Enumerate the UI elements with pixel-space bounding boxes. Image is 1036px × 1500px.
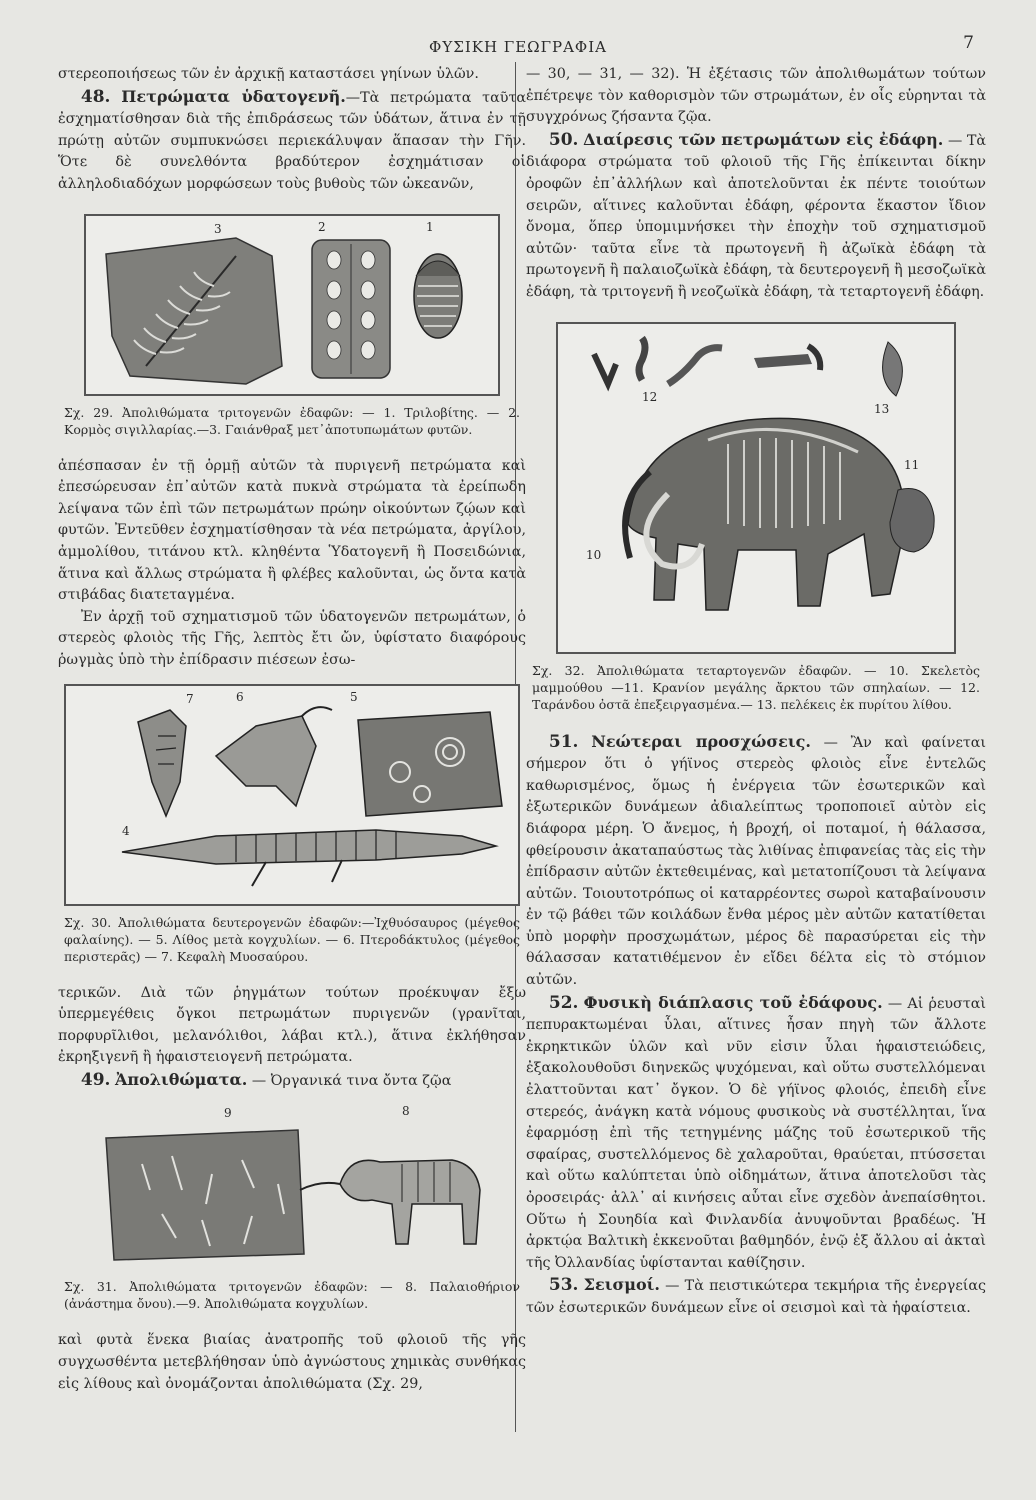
section-49 <box>58 1069 526 1093</box>
section-text: — Τὰ διάφορα στρώματα τοῦ φλοιοῦ τῆς Γῆς ἐπίκεινται δίκην ὀροφῶν ἐπ᾽ἀλλήλων καὶ ἀποτελοῦνται ἐκ πέντε τοιούτων σειρῶν, αἵτινες καλοῦνται ἐδάφη, φέροντα ἕκαστον ἴδιον ὄνομα, ὅπερ ὑπομιμνήσκει τὴν ἐποχὴν τοῦ σχηματισμοῦ αὐτῶν· ταῦτα εἶνε τὰ πρωτογενῆ ἢ ἀζωϊκὰ ἐδάφη τὰ πρωτογενῆ ἢ παλαιοζωϊκὰ ἐδάφη, τὰ δευτερογενῆ ἢ μεσοζωϊκὰ ἐδάφη, τὰ τριτογενῆ ἢ νεοζωϊκὰ ἐδάφη, τὰ τεταρτογενῆ ἐδάφη. <box>526 132 987 300</box>
section-48 <box>58 86 526 196</box>
running-title: ΦΥΣΙΚΗ ΓΕΩΓΡΑΦΙΑ <box>429 38 607 56</box>
section-number: 50. <box>548 129 579 150</box>
section-number: 52. <box>548 992 579 1013</box>
figure-label: 4 <box>122 823 130 838</box>
figure-label: 9 <box>224 1106 232 1121</box>
figure-31-caption: Σχ. 31. Ἀπολιθώματα τριτογενῶν ἐδαφῶν: — 8. Παλαιοθήριον (ἀνάστημα ὄνου).—9. Ἀπολιθώματα κογχυλίων. <box>64 1279 520 1312</box>
figure-29-caption: Σχ. 29. Ἀπολιθώματα τριτογενῶν ἐδαφῶν: — 1. Τριλοβίτης. — 2. Κορμὸς σιγιλλαρίας.—3. Γαιάνθραξ μετ᾽ἀποτυπωμάτων φυτῶν. <box>64 404 520 437</box>
section-number: 51. <box>548 731 579 752</box>
paragraph: ἀπέσπασαν ἐν τῇ ὁρμῇ αὐτῶν τὰ πυριγενῆ πετρώματα καὶ ἐπεσώρευσαν ἐπ᾽αὐτῶν κατὰ πυκνὰ στρώματα τὰ ἐρείπωδη λείψανα τῶν ἐπὶ τῶν πετρωμάτων πρώην οἰκούντων ζῴων καὶ φυτῶν. Ἐντεῦθεν ἐσχηματίσθησαν τὰ νέα πετρώματα, ἀργίλου, ἀμμολίθου, τιτάνου κτλ. κληθέντα Ὑδατογενῆ ἢ Ποσειδώνια, ἅτινα καὶ ἄλλως στρώματα ἢ φλέβες καλοῦνται, ὡς ὄντα κατὰ στιβάδας διατεταγμένα. <box>58 457 526 604</box>
figure-label: 11 <box>904 457 920 472</box>
figure-label: 10 <box>586 547 602 562</box>
figure-label: 7 <box>186 691 194 706</box>
section-53 <box>526 1274 986 1319</box>
section-text: — Ὀργανικά τινα ὄντα ζῷα <box>251 1072 452 1089</box>
section-text: — Αἱ ῥευσταὶ πεπυρακτωμέναι ὗλαι, αἵτινες ἦσαν πηγὴ τῶν ἄλλοτε ἐκρηκτικῶν ὑλῶν καὶ νῦν εἰσιν ὗλαι ἡφαιστειώδεις, ἐξακολουθοῦσι διηνεκῶς ψυχόμεναι, καὶ οὕτω συστελλόμεναι ἐλαττοῦνται κατ᾽ ὄγκον. Ὁ δὲ γήϊνος φλοιός, ἐπειδὴ εἶνε στερεός, ἀνάγκη κατὰ νόμους φυσικοὺς νὰ συστέλληται, ἵνα ἐφαρμόσῃ ἐπὶ τῆς τετηγμένης μάζης τοῦ ἐσωτερικοῦ τῆς σφαίρας, συστελλόμενος δὲ χαλαροῦται, θραύεται, πτύσσεται καὶ οὕτω καλύπτεται ὑπὸ οἰδημάτων, ἅτινα ἀποτελοῦσι τὰς ὀροσειράς· ἀλλ᾽ αἱ κινήσεις αὗται εἶνε σχεδὸν ἀνεπαίσθητοι. Οὕτω ἡ Σουηδία καὶ Φινλανδία ἀνυψοῦνται βραδέως. Ἡ ἀρκτῴα Βαλτικὴ ἐκκενοῦται βαθμηδόν, ἐνῷ ἐξ ἄλλου αἱ ἀκταὶ τῆς Ὀλλανδίας ὑφίστανται καθίζησιν. <box>526 995 986 1271</box>
fossil-illustration-31 <box>72 1104 512 1270</box>
figure-label: 1 <box>426 219 434 234</box>
fossil-illustration-30 <box>66 686 518 904</box>
paragraph: — 30, — 31, — 32). Ἡ ἐξέτασις τῶν ἀπολιθωμάτων τούτων ἐπέτρεψε τὸν καθορισμὸν τῶν στρωμάτων, ἐν οἷς εὑρηνται τὰ συγχρόνως ζήσαντα ζῷα. <box>526 66 986 126</box>
section-title: Σεισμοί. <box>583 1275 660 1295</box>
figure-label: 6 <box>236 689 244 704</box>
section-title: Διαίρεσις τῶν πετρωμάτων εἰς ἐδάφη. <box>583 129 944 149</box>
section-title: Νεώτεραι προσχώσεις. <box>591 731 811 751</box>
page-number: 7 <box>963 33 974 53</box>
section-title: Φυσικὴ διάπλασις τοῦ ἐδάφους. <box>583 992 883 1012</box>
figure-label: 12 <box>642 389 658 404</box>
figure-30 <box>64 684 520 906</box>
figure-31 <box>72 1104 512 1270</box>
figure-label: 13 <box>874 401 890 416</box>
paragraph: στερεοποιήσεως τῶν ἐν ἀρχικῇ καταστάσει γηίνων ὑλῶν. <box>58 66 479 82</box>
paragraph: τερικῶν. Διὰ τῶν ῥηγμάτων τούτων προέκυψαν ἔξω ὑπερμεγέθεις ὄγκοι πετρωμάτων πυριγενῶν (γρανῖται, πορφυρῖλιθοι, μελανόλιθοι, λάβαι κτλ.), ἅτινα ἐκλήθησαν ἐκρηξιγενῆ ἢ ἡφαιστειογενῆ πετρώματα. <box>58 984 526 1066</box>
section-51 <box>526 731 986 992</box>
figure-30-caption: Σχ. 30. Ἀπολιθώματα δευτερογενῶν ἐδαφῶν:—Ἰχθυόσαυρος (μέγεθος φαλαίνης). — 5. Λίθος μετὰ κογχυλίων. — 6. Πτεροδάκτυλος (μέγεθος περιστερᾶς) — 7. Κεφαλὴ Μυοσαύρου. <box>64 914 520 964</box>
figure-label: 2 <box>318 219 326 234</box>
paragraph: καὶ φυτὰ ἕνεκα βιαίας ἀνατροπῆς τοῦ φλοιοῦ τῆς γῆς συγχωσθέντα μετεβλήθησαν ὑπὸ ἀγνώστους χημικὰς συνθήκας εἰς λίθους καὶ ὀνομάζονται ἀπολιθώματα (Σχ. 29, <box>58 1332 526 1392</box>
paragraph: Ἐν ἀρχῇ τοῦ σχηματισμοῦ τῶν ὑδατογενῶν πετρωμάτων, ὁ στερεὸς φλοιὸς τῆς Γῆς, λεπτὸς ἔτι ὤν, ὑφίστατο διαφόρους ῥωγμὰς ὑπὸ τὴν ἐπίδρασιν πιέσεων ἐσω- <box>58 608 526 668</box>
section-52 <box>526 992 986 1275</box>
fossil-illustration-29 <box>86 216 498 394</box>
fossil-illustration-32 <box>558 324 954 652</box>
section-50 <box>526 129 986 304</box>
section-text: — Ἂν καὶ φαίνεται σήμερον ὅτι ὁ γήϊνος στερεὸς φλοιὸς εἶνε ἐντελῶς καθωρισμένος, ὅμως ἡ ἐνέργεια τῶν ἐσωτερικῶν καὶ ἐξωτερικῶν δυνάμεων ἀδιαλείπτως τροποποιεῖ αὐτὸν εἰς διάφορα μέρη. Ὁ ἄνεμος, ἡ βροχή, οἱ ποταμοί, ἡ θάλασσα, φθείρουσιν ἀκαταπαύστως τὰς λιθίνας ἐπιφανείας τὰς εἰς τὴν ἐπίδρασιν αὐτῶν ἐκτεθειμένας, καὶ μετατοπίζουσι τὰ λείψανα αὐτῶν. Τοιουτοτρόπως οἱ καταρρέοντες σωροὶ καταβαίνουσιν ἐν τῷ βάθει τῶν κοιλάδων ἔνθα μέρος μὲν αὐτῶν κατατίθεται ὑπὸ μορφὴν προσχωμάτων, μέρος δὲ παρασύρεται εἰς τὴν θάλασσαν κατατιθέμενον ἐν εἴδει δέλτα εἰς τὸ στόμιον αὐτῶν. <box>526 734 987 989</box>
right-column <box>526 64 986 1320</box>
figure-32 <box>556 322 956 654</box>
section-number: 48. <box>80 86 111 107</box>
section-text: —Τὰ πετρώματα ταῦτα ἐσχηματίσθησαν διὰ τῆς ἐπιδράσεως τῶν ὑδάτων, ἅτινα ἐν τῇ πρώτῃ αὐτῶν συμπυκνώσει περιεκάλυψαν ἅπασαν τὴν Γῆν. Ὅτε δὲ συνελθόντα βραδύτερον ἐσχημάτισαν οἱ ἀλληλοδιαδόχων μορφώσεων τοὺς βυθοὺς τῶν ὠκεανῶν, <box>58 89 527 192</box>
figure-label: 8 <box>402 1104 410 1119</box>
left-column <box>58 64 526 1395</box>
section-text: — Τὰ πειστικώτερα τεκμήρια τῆς ἐνεργείας τῶν ἐσωτερικῶν δυνάμεων εἶνε οἱ σεισμοὶ καὶ τὰ ἡφαίστεια. <box>526 1278 987 1316</box>
figure-label: 3 <box>214 221 222 236</box>
figure-29 <box>84 214 500 396</box>
section-number: 53. <box>548 1275 579 1296</box>
figure-label: 5 <box>350 689 358 704</box>
section-title: Πετρώματα ὑδατογενῆ. <box>121 86 346 106</box>
section-title: Ἀπολιθώματα. <box>115 1069 248 1089</box>
section-number: 49. <box>80 1069 111 1090</box>
figure-32-caption: Σχ. 32. Ἀπολιθώματα τεταρτογενῶν ἐδαφῶν. — 10. Σκελετὸς μαμμούθου —11. Κρανίον μεγάλης ἄρκτου τῶν σπηλαίων. — 12. Ταράνδου ὀστᾶ ἐπεξειργασμένα.— 13. πελέκεις ἐκ πυρίτου λίθου. <box>532 662 980 712</box>
